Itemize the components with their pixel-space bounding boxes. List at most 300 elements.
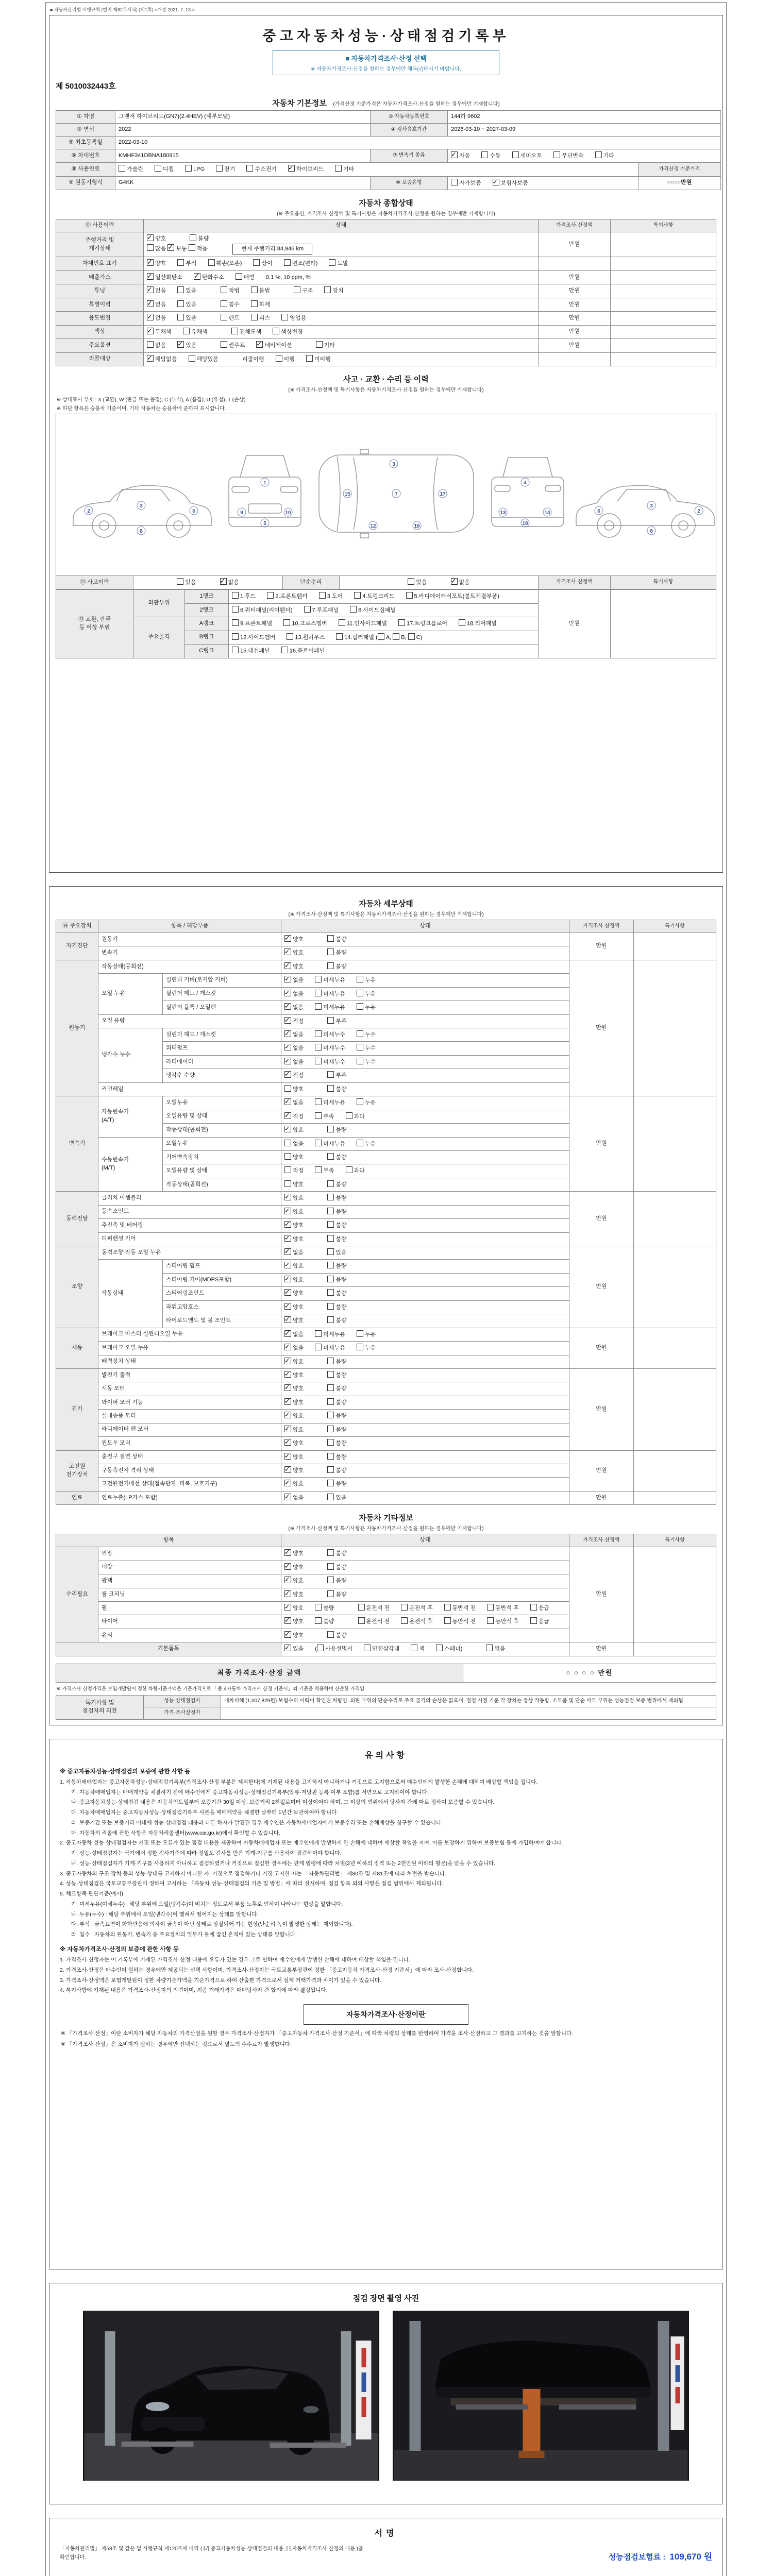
checkbox-unchecked	[231, 328, 238, 334]
table-cell: 발전기 출력	[98, 1368, 281, 1382]
checkbox-unchecked	[284, 259, 291, 266]
table-cell: ✓ 없음 있음 적법 불법 구조 장치	[144, 284, 539, 298]
table-cell: 냉각수 누수	[98, 1028, 163, 1083]
checkbox-unchecked	[232, 592, 239, 599]
table-cell: ✓ 없음 미세누유 누유	[281, 1096, 569, 1110]
signature-line-1: 「자동차관리법」 제58조 및 같은 법 시행규칙 제120조에 따라 ( [√] 중고자동차성능·상태점검의 내용, [ ] 자동차가격조사·산정의 내용 )을	[60, 2546, 363, 2552]
checkbox-unchecked	[357, 1098, 363, 1105]
table-cell: 실린더 블록 / 오일팬	[163, 1001, 281, 1014]
checkbox-unchecked	[208, 259, 215, 266]
table-cell: A랭크	[185, 617, 229, 631]
checkbox-checked	[284, 1276, 291, 1282]
table-cell: 주행거리 및 계기상태	[56, 232, 144, 257]
checkbox-unchecked	[315, 1003, 322, 1010]
checkbox-checked	[284, 1221, 291, 1228]
checkbox-unchecked	[281, 647, 288, 653]
table-cell: ✓ 양호 불량	[281, 1192, 569, 1205]
diagram-part-numbers	[85, 460, 703, 535]
table-cell: 있음 ✓ 없음	[340, 575, 539, 589]
checkbox-checked	[284, 1316, 291, 1323]
notice-line: 라. 보증기간 또는 보증거리 이내에 성능·상태점검 내용과 다른 하자가 발견된 경우 매수인은 자동차매매업자에게 보증수리 또는 손해배상을 청구할 수 있습니다.	[71, 1819, 443, 1826]
checkbox-unchecked	[364, 1645, 371, 1651]
table-cell: ✓ 양호 불량	[281, 1396, 569, 1409]
table-cell: ✓ 없음 미세누유 누유	[281, 974, 569, 987]
table-cell	[539, 352, 611, 366]
checkbox-checked	[284, 1071, 291, 1078]
table-cell: ✓ 양호 불량 운전석 전 운전석 후 동반석 전 동반석 후 응급	[281, 1602, 569, 1615]
checkbox-unchecked	[378, 633, 384, 640]
checkbox-unchecked	[357, 1058, 363, 1064]
table-cell: 실린더 헤드 / 개스킷	[163, 1028, 281, 1042]
notice-line: 3. 가격조사·산정액은 보험개발원이 정한 차량기준가액을 기준가격으로 하여 산출한 가격으로서 실제 거래가격과 차이가 있을 수 있습니다.	[60, 1977, 382, 1984]
table-cell: ✓ 양호 불량	[281, 1547, 569, 1561]
checkbox-checked	[284, 1248, 291, 1255]
table-cell: 항목	[56, 1534, 281, 1547]
table-cell: ③ 연식	[56, 123, 115, 136]
notice-line: 나. 중고자동차성능·상태점검 내용은 자동차인도일부터 보증기간 30일 이상, 보증거리 2천킬로미터 이상이어야 하며, 그 이상의 범위에서 당사자 간에 따로 정하여 보증할 수 있습니다.	[71, 1799, 495, 1806]
table-cell: 2022	[115, 123, 371, 136]
table-cell: ⑫ 사고이력	[56, 575, 133, 589]
checkbox-unchecked	[315, 1330, 322, 1337]
table-cell: ⑥ 차대번호	[56, 149, 115, 162]
checkbox-unchecked	[595, 151, 602, 158]
checkbox-unchecked	[357, 1330, 363, 1337]
checkbox-unchecked	[315, 1098, 322, 1105]
overall-section-header	[56, 197, 716, 217]
table-cell: 자동변속기 (A/T)	[98, 1096, 163, 1137]
checkbox-checked	[147, 328, 154, 334]
table-cell: 외판부위	[133, 590, 185, 617]
table-cell: 가솔린 디젤 LPG 전기 수소전기 ✓ 하이브리드 기타	[115, 163, 638, 176]
table-cell: 변속기	[56, 1096, 98, 1192]
svg-text:2: 2	[87, 508, 90, 514]
table-cell: 기본품목	[56, 1642, 281, 1656]
table-cell: 상태	[281, 1534, 569, 1547]
checkbox-unchecked	[530, 1617, 537, 1624]
notice-line: 2. 중고자동차 성능·상태점검자는 거짓 또는 오류가 있는 점검 내용을 제공하여 자동차매매업자 또는 매수인에게 발생하게 한 손해에 대하여 배상할 책임을 지며, 이를 보장하기 위하여 보증보험 등에 가입하여야 합니다.	[60, 1840, 563, 1846]
table-cell: 주요옵션	[56, 339, 144, 352]
table-cell: 2026-03-10 ~ 2027-03-09	[448, 123, 721, 136]
checkbox-unchecked	[327, 1371, 334, 1378]
checkbox-unchecked	[147, 244, 154, 251]
checkbox-unchecked	[246, 165, 253, 172]
table-cell: 내차피해 (1,007,829원) 보험수리 이력이 확인된 차량임. 외판 부위의 단순수리로 주요 골격의 손상은 없으며, 점검 시점 기준 각 장치는 정상 작동함. 소모품 및 단순 마모 부위는 성능점검 보증 범위에서 제외됨.	[221, 1695, 716, 1707]
table-cell: 특기사항 및 점검자의 의견	[56, 1695, 144, 1719]
table-cell: 만원	[569, 1491, 634, 1504]
table-cell: ⑤ 최초등록일	[56, 136, 115, 149]
table-cell: 와이퍼 모터 기능	[98, 1396, 281, 1409]
etc-section-title: 자동차 기타정보	[359, 1514, 413, 1523]
checkbox-unchecked	[251, 314, 258, 320]
checkbox-checked	[284, 1044, 291, 1050]
basic-section-note: (가격산정 기준가격은 자동차가격조사·산정을 원하는 경우에만 기재합니다)	[333, 101, 500, 107]
checkbox-checked	[284, 990, 291, 996]
checkbox-unchecked	[315, 1030, 322, 1037]
table-cell: 원동기	[98, 933, 281, 946]
checkbox-checked	[284, 1371, 291, 1378]
checkbox-unchecked	[487, 1617, 494, 1624]
table-cell: 만원	[539, 312, 611, 325]
table-cell: ✓ 양호 불량	[281, 1561, 569, 1574]
notice-line: 가. 자동차매매업자는 매매계약을 체결하기 전에 매수인에게 중고자동차성능·상태점검기록부(압류·저당권 등록 여부 포함)를 서면으로 고지하여야 합니다.	[71, 1789, 429, 1795]
checkbox-unchecked	[221, 286, 227, 293]
checkbox-unchecked	[327, 1439, 334, 1446]
table-cell: ② 자동차등록번호	[371, 111, 448, 124]
table-cell: 고전원전기배선 상태(접속단자, 피복, 보호기구)	[98, 1478, 281, 1491]
table-cell: 6.쿼터패널(리어휀더) 7.루프패널 8.사이드실패널	[229, 603, 539, 617]
table-cell: G4KK	[115, 176, 371, 190]
basic-info-table	[56, 110, 721, 190]
checkbox-unchecked	[327, 1303, 334, 1310]
table-cell: ✓ 무채색 유채색 전체도색 색상변경	[144, 325, 539, 338]
checkbox-unchecked	[284, 1085, 291, 1092]
photo-row	[56, 2311, 716, 2487]
checkbox-unchecked	[327, 1221, 334, 1228]
table-cell: ✓ 양호 불량	[281, 1574, 569, 1588]
notice-line: 3. 중고자동차의 구조·장치 등의 성능·상태를 고지하지 아니한 자, 거짓으로 점검하거나 거짓 고지한 자는 「자동차관리법」 제80조 및 제81조에 따라 처벌을 받습니다.	[60, 1870, 447, 1877]
checkbox-unchecked	[315, 1166, 322, 1173]
table-cell: 오일유량 및 상태	[163, 1164, 281, 1178]
table-cell: ✓ 양호 불량	[281, 1219, 569, 1232]
table-cell: ✓ 없음 있음	[281, 1246, 569, 1260]
table-cell: ✓ 양호 불량	[281, 1300, 569, 1314]
state-code-legend-2: ※ 하단 항목은 승용차 기준이며, 기타 자동차는 승용차에 준하여 표시합니다.	[57, 405, 226, 412]
checkbox-unchecked	[221, 314, 227, 320]
checkbox-unchecked	[315, 990, 322, 996]
checkbox-checked	[284, 1480, 291, 1486]
checkbox-unchecked	[327, 1631, 334, 1638]
checkbox-checked	[147, 234, 154, 241]
checkbox-checked	[147, 273, 154, 280]
checkbox-checked	[284, 1358, 291, 1364]
table-cell: 라디에이터 팬 모터	[98, 1423, 281, 1436]
table-cell: 오일누유	[163, 1137, 281, 1150]
table-cell: ✓ 양호 불량	[281, 1410, 569, 1423]
checkbox-unchecked	[190, 234, 196, 241]
checkbox-unchecked	[315, 976, 322, 982]
table-cell: 주요골격	[133, 617, 185, 658]
svg-text:10: 10	[285, 510, 291, 516]
checkbox-unchecked	[327, 1085, 334, 1092]
table-cell: 타이로드엔드 및 볼 조인트	[163, 1314, 281, 1328]
checkbox-unchecked	[327, 1398, 334, 1405]
checkbox-unchecked	[327, 1289, 334, 1296]
table-cell: 양호 불량	[281, 1082, 569, 1096]
checkbox-unchecked	[155, 165, 161, 172]
table-cell: 조향	[56, 1246, 98, 1328]
table-cell: 동력조향 작동 오일 누유	[98, 1246, 281, 1260]
table-cell: 브레이크 마스터 실린더오일 누유	[98, 1328, 281, 1341]
checkbox-unchecked	[327, 1549, 334, 1556]
table-cell: ✓ 양호 불량	[281, 1382, 569, 1396]
table-cell	[611, 352, 716, 366]
checkbox-unchecked	[327, 1426, 334, 1432]
table-cell	[611, 298, 716, 311]
checkbox-checked	[284, 1590, 291, 1597]
checkbox-unchecked	[216, 165, 223, 172]
overall-section-note: (※ 주요옵션, 가격조사·산정액 및 특기사항은 자동차가격조사·산정을 원하는 경우에만 기재합니다)	[277, 211, 495, 217]
checkbox-unchecked	[251, 300, 258, 307]
table-cell: ✓ 양호 불량	[281, 1232, 569, 1246]
panel-exchange-table	[56, 589, 716, 658]
checkbox-unchecked	[327, 1126, 334, 1132]
table-cell: 룸 크리닝	[98, 1588, 281, 1601]
price-option-note: ※ 자동차가격조사·산정을 원하는 경우에만 체크(√)하시기 바랍니다.	[311, 66, 461, 72]
table-cell: 만원	[569, 933, 634, 960]
table-cell: ✓ 양호 불량	[281, 1205, 569, 1218]
table-cell: 가격조사·산정액	[569, 1534, 634, 1547]
signature-line-2: 확인합니다.	[60, 2554, 87, 2561]
table-cell	[539, 257, 611, 270]
table-cell: 연료누출(LP가스 포함)	[98, 1491, 281, 1504]
checkbox-checked	[284, 1344, 291, 1350]
checkbox-unchecked	[327, 1235, 334, 1242]
checkbox-unchecked	[283, 619, 290, 626]
table-cell: 만원	[569, 1192, 634, 1246]
table-cell: ✓ 적정 부족	[281, 1069, 569, 1082]
table-cell: ✓ 양호 불량	[281, 1464, 569, 1478]
table-cell: 15.대쉬패널 16.플로어패널	[229, 645, 539, 658]
odometer-box: 현재 주행거리 84,946 km	[232, 244, 312, 255]
checkbox-unchecked	[324, 286, 331, 293]
table-cell	[611, 257, 716, 270]
checkbox-checked	[284, 1604, 291, 1611]
table-cell: ✓ 양호 불량	[281, 1478, 569, 1491]
table-cell: 브레이크 오일 누유	[98, 1342, 281, 1355]
sheet-notice	[49, 1739, 723, 2269]
accident-history-table	[56, 575, 716, 589]
checkbox-unchecked	[319, 592, 326, 599]
table-cell: 작동상태	[98, 1260, 163, 1328]
table-cell: 차대번호 표기	[56, 257, 144, 270]
sheet-detail	[49, 886, 723, 1725]
overall-section-title: 자동차 종합상태	[359, 199, 413, 208]
checkbox-checked	[284, 1330, 291, 1337]
svg-text:4: 4	[524, 480, 527, 486]
checkbox-unchecked	[284, 1180, 291, 1187]
table-cell: 단순수리	[283, 575, 340, 589]
checkbox-checked	[288, 165, 295, 172]
checkbox-unchecked	[530, 1604, 537, 1611]
svg-text:2: 2	[697, 508, 700, 514]
checkbox-unchecked	[281, 314, 288, 320]
table-cell: 튜닝	[56, 284, 144, 298]
table-cell: ⑨ 원동기형식	[56, 176, 115, 190]
checkbox-unchecked	[253, 259, 260, 266]
checkbox-unchecked	[327, 935, 334, 942]
checkbox-checked	[493, 179, 499, 185]
document-title: 중고자동차성능·상태점검기록부	[262, 28, 510, 44]
table-cell: 연료	[56, 1491, 98, 1504]
table-cell: 시동 모터	[98, 1382, 281, 1396]
detail-section-header	[56, 898, 716, 918]
table-cell: 윈도우 모터	[98, 1437, 281, 1450]
checkbox-checked	[147, 355, 154, 362]
svg-text:8: 8	[140, 528, 143, 534]
table-cell: 용도변경	[56, 312, 144, 325]
checkbox-unchecked	[459, 619, 465, 626]
table-cell: 가격조사·산정액	[539, 575, 611, 589]
table-cell: ⑪ 사용이력	[56, 219, 144, 232]
table-cell	[611, 312, 716, 325]
checkbox-checked	[177, 341, 184, 348]
table-cell: ✓ 양호 불량	[281, 1423, 569, 1436]
inspection-photo-lift	[393, 2311, 689, 2481]
table-cell: ✓ 양호 불량	[281, 1314, 569, 1328]
table-cell: 있음 ✓ 없음	[133, 575, 283, 589]
table-cell: ✓ 양호 불량	[281, 946, 569, 960]
svg-text:16: 16	[414, 523, 420, 529]
table-cell	[634, 1642, 716, 1656]
table-cell: ✓ 양호 불량	[281, 1355, 569, 1368]
table-cell: ✓ 없음 미세누유 누유	[281, 1342, 569, 1355]
checkbox-unchecked	[553, 151, 560, 158]
checkbox-unchecked	[327, 1153, 334, 1160]
checkbox-unchecked	[327, 1208, 334, 1214]
checkbox-checked	[147, 286, 154, 293]
table-cell: ○○○○만원	[638, 176, 721, 190]
checkbox-unchecked	[327, 1248, 334, 1255]
price-definition-box: 자동차가격조사·산정이란	[304, 2004, 468, 2025]
table-cell	[611, 325, 716, 338]
photo-front-svg	[83, 2311, 379, 2481]
form-reference: ■ 자동차관리법 시행규칙 [별지 제82호서식] (제1쪽) <개정 2021. 7. 13.>	[50, 7, 195, 12]
table-cell: 커먼레일	[98, 1082, 281, 1096]
sheet-signature	[49, 2518, 723, 2576]
table-cell: 1.후드 2.프론트휀더 3.도어 4.트렁크리드 5.라디에이터서포트(볼트체결부품)	[229, 590, 539, 603]
checkbox-unchecked	[327, 1577, 334, 1583]
table-cell: 만원	[569, 1246, 634, 1328]
notice-line: 2. 가격조사·산정은 매수인이 원하는 경우에만 제공되는 선택 사항이며, 가격조사·산정자는 국토교통부장관이 정한 「중고자동차 가격조사·산정 기준서」에 따라 조사·산정합니다.	[60, 1967, 474, 1973]
table-cell	[634, 1192, 716, 1246]
table-cell: ✓양호 불량 많음 ✓보통 적음 현재 주행거리 84,946 km	[144, 232, 539, 257]
checkbox-unchecked	[177, 578, 183, 585]
table-cell: 특기사항	[611, 575, 716, 589]
table-cell	[611, 284, 716, 298]
table-cell: 디퍼렌셜 기어	[98, 1232, 281, 1246]
svg-text:18: 18	[522, 520, 528, 527]
table-cell: 오일 유량	[98, 1014, 281, 1028]
checkbox-checked	[284, 1235, 291, 1242]
table-cell: 만원	[569, 1642, 634, 1656]
checkbox-unchecked	[327, 1466, 334, 1473]
notice-line: 나. 누유(누수) : 해당 부위에서 오일(냉각수)이 맺혀서 떨어지는 상태를 말합니다.	[71, 1911, 259, 1918]
checkbox-unchecked	[327, 1017, 334, 1024]
table-cell: 스티어링조인트	[163, 1287, 281, 1300]
final-price-table	[56, 1664, 716, 1683]
svg-text:1: 1	[263, 480, 266, 486]
checkbox-unchecked	[401, 1604, 408, 1611]
table-cell: ✓ 양호 불량 운전석 전 운전석 후 동반석 전 동반석 후 응급	[281, 1615, 569, 1629]
etc-info-table	[56, 1534, 716, 1656]
checkbox-unchecked	[317, 1645, 324, 1651]
table-cell: ① 차명	[56, 111, 115, 124]
checkbox-unchecked	[327, 1590, 334, 1597]
checkbox-checked	[284, 1289, 291, 1296]
notice-line: 다. 부식 : 금속표면이 화학반응에 의하여 금속이 아닌 상태로 상실되어 가는 현상(단순히 녹이 발생한 상태는 제외합니다).	[71, 1921, 353, 1928]
svg-text:3: 3	[650, 503, 653, 509]
table-cell: 2랭크	[185, 603, 229, 617]
checkbox-unchecked	[119, 165, 125, 172]
notice-list	[56, 1768, 716, 1995]
checkbox-unchecked	[393, 633, 399, 640]
checkbox-unchecked	[327, 1276, 334, 1282]
checkbox-checked	[220, 578, 227, 585]
svg-text:6: 6	[192, 508, 195, 514]
table-cell	[634, 1368, 716, 1450]
table-cell: 제동	[56, 1328, 98, 1368]
checkbox-checked	[147, 314, 154, 320]
notice-line: 1. 가격조사·산정자는 이 기록부에 기재된 가격조사·산정 내용에 오류가 있는 경우 그로 인하여 매수인에게 발생한 손해에 대하여 배상할 책임을 집니다.	[60, 1957, 410, 1963]
checkbox-unchecked	[315, 1044, 322, 1050]
checkbox-unchecked	[276, 355, 282, 362]
checkbox-checked	[284, 1112, 291, 1119]
table-cell	[611, 339, 716, 352]
checkbox-unchecked	[357, 1344, 363, 1350]
svg-text:12: 12	[370, 523, 376, 529]
signature-statement	[60, 2545, 363, 2562]
sheet-photos	[49, 2283, 723, 2504]
table-cell: ✓ 있음 ( 사용설명서 안전삼각대 잭 스패너) 없음	[281, 1642, 569, 1656]
table-cell: ✓ 양호 불량	[281, 1450, 569, 1464]
insurance-fee-label: 성능점검보험료 :	[608, 2552, 666, 2562]
table-cell: 실내송풍 모터	[98, 1410, 281, 1423]
checkbox-checked	[284, 1208, 291, 1214]
checkbox-unchecked	[357, 1030, 363, 1037]
table-cell: ✓ 자동 수동 세미오토 무단변속 기타	[448, 149, 721, 162]
table-cell: ✓ 양호 부식 훼손(오손) 상이 변조(변타) 도말	[144, 257, 539, 270]
table-cell: 없음 ✓ 있음 썬루프 ✓ 네비게이션 기타	[144, 339, 539, 352]
checkbox-unchecked	[411, 1645, 417, 1651]
table-cell: 양호 불량	[281, 1178, 569, 1191]
table-cell: 수리필요	[56, 1547, 98, 1642]
table-cell: 오일누유	[163, 1096, 281, 1110]
notice-line: 5. 체크항목 판단기준(예시)	[60, 1891, 124, 1897]
checkbox-unchecked	[294, 286, 300, 293]
checkbox-checked	[167, 244, 174, 251]
checkbox-checked	[284, 1439, 291, 1446]
table-cell: ✓ 없음 있음 침수 화재	[144, 298, 539, 311]
table-cell: ✓ 양호 불량	[281, 933, 569, 946]
checkbox-unchecked	[487, 1604, 494, 1611]
table-cell	[611, 232, 716, 257]
checkbox-checked	[256, 341, 263, 348]
svg-text:6: 6	[597, 508, 600, 514]
table-cell: ✓ 양호 불량	[281, 1287, 569, 1300]
checkbox-checked	[147, 259, 154, 266]
table-cell: 없음 미세누유 누유	[281, 1137, 569, 1150]
checkbox-unchecked	[339, 619, 345, 626]
table-cell: ✓ 없음 미세누수 누수	[281, 1055, 569, 1069]
table-cell: 배출가스	[56, 270, 144, 284]
checkbox-unchecked	[177, 300, 184, 307]
checkbox-checked	[284, 1098, 291, 1105]
checkbox-unchecked	[436, 1645, 443, 1651]
table-cell: 실린더 헤드 / 개스킷	[163, 987, 281, 1001]
checkbox-unchecked	[147, 341, 154, 348]
state-code-legend: ※ 상태표시 부호 : X (교환), W (판금 또는 용접), C (부식), A (흠집), U (요철), T (손상)	[57, 397, 246, 403]
checkbox-unchecked	[315, 1140, 322, 1146]
table-cell: 작동상태(공회전)	[163, 1124, 281, 1137]
table-cell: 작동상태(공회전)	[98, 960, 281, 973]
table-cell: 전기	[56, 1368, 98, 1450]
checkbox-unchecked	[401, 1617, 408, 1624]
notice-line: 1. 자동차매매업자는 중고자동차성능·상태점검기록부(가격조사·산정 부분은 제외한다)에 기재된 내용을 고지하지 아니하거나 거짓으로 고지함으로써 매수인에게 발생한 손해에 대하여 배상할 책임을 집니다.	[60, 1778, 538, 1785]
checkbox-unchecked	[273, 328, 279, 334]
checkbox-checked	[284, 1426, 291, 1432]
checkbox-unchecked	[357, 990, 363, 996]
table-cell: 9.프론트패널 10.크로스멤버 11.인사이드패널 17.트렁크플로어 18.리어패널	[229, 617, 539, 631]
